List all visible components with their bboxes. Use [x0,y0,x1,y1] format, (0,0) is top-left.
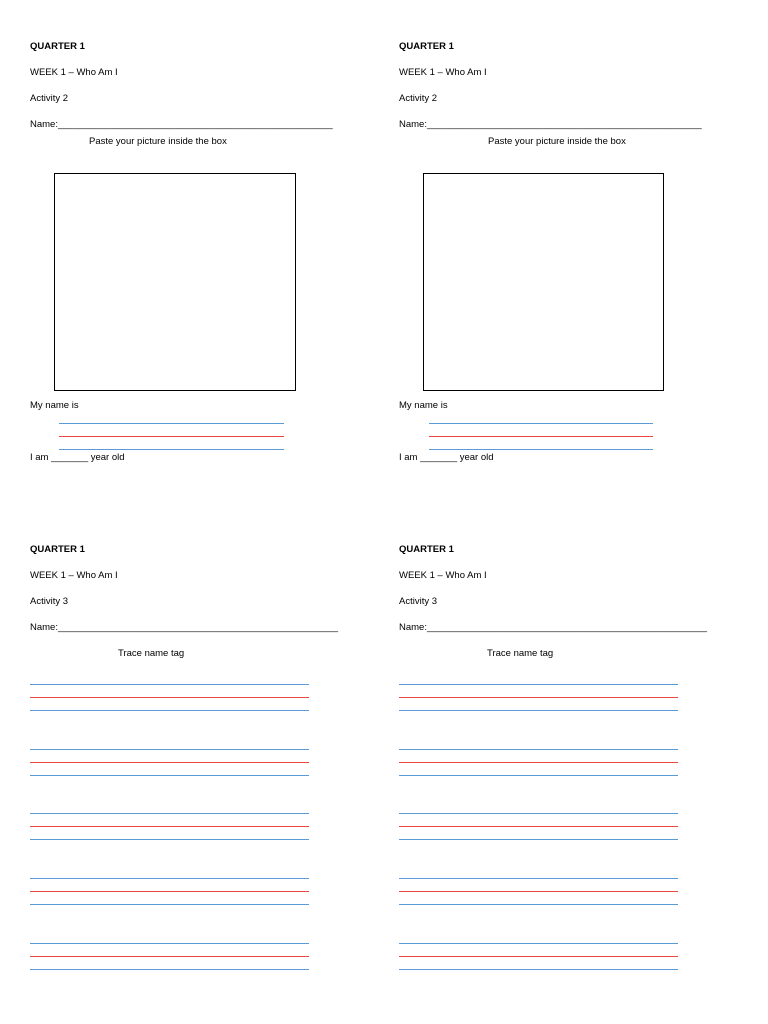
my-name-label: My name is [399,400,448,411]
tracing-base-line [30,839,309,840]
activity-label: Activity 2 [399,93,438,104]
picture-box [423,173,664,391]
my-name-label: My name is [30,400,79,411]
tracing-base-line [30,969,309,970]
tracing-base-line [30,710,309,711]
quarter-heading: QUARTER 1 [30,41,85,52]
handwriting-mid-line [429,436,653,437]
age-line: I am _______ year old [399,452,494,463]
name-field-line: Name:_____________________________________________________ [30,622,339,633]
tracing-mid-line [399,762,678,763]
tracing-top-line [30,684,309,685]
name-field-line: Name:____________________________________________________ [30,119,333,130]
tracing-top-line [399,749,678,750]
handwriting-base-line [429,449,653,450]
tracing-base-line [399,775,678,776]
handwriting-top-line [429,423,653,424]
picture-box [54,173,296,391]
activity-label: Activity 3 [30,596,69,607]
quarter-heading: QUARTER 1 [30,544,85,555]
name-field-line: Name:_____________________________________________________ [399,622,708,633]
name-field-line: Name:____________________________________________________ [399,119,702,130]
instruction-text: Trace name tag [118,648,185,659]
tracing-top-line [30,878,309,879]
handwriting-top-line [59,423,284,424]
quarter-heading: QUARTER 1 [399,41,454,52]
week-title: WEEK 1 – Who Am I [399,67,487,78]
tracing-mid-line [399,697,678,698]
tracing-mid-line [30,956,309,957]
tracing-top-line [30,943,309,944]
week-title: WEEK 1 – Who Am I [30,67,118,78]
tracing-mid-line [30,762,309,763]
week-title: WEEK 1 – Who Am I [30,570,118,581]
tracing-mid-line [30,826,309,827]
instruction-text: Trace name tag [487,648,554,659]
handwriting-base-line [59,449,284,450]
tracing-mid-line [399,891,678,892]
age-line: I am _______ year old [30,452,125,463]
quarter-heading: QUARTER 1 [399,544,454,555]
tracing-top-line [399,943,678,944]
tracing-base-line [30,775,309,776]
tracing-base-line [399,904,678,905]
tracing-mid-line [30,697,309,698]
handwriting-mid-line [59,436,284,437]
activity-label: Activity 2 [30,93,69,104]
tracing-top-line [30,749,309,750]
tracing-mid-line [30,891,309,892]
tracing-base-line [399,710,678,711]
tracing-base-line [399,839,678,840]
tracing-mid-line [399,956,678,957]
instruction-text: Paste your picture inside the box [488,136,626,147]
tracing-top-line [399,813,678,814]
tracing-top-line [30,813,309,814]
instruction-text: Paste your picture inside the box [89,136,227,147]
week-title: WEEK 1 – Who Am I [399,570,487,581]
tracing-top-line [399,878,678,879]
activity-label: Activity 3 [399,596,438,607]
tracing-base-line [30,904,309,905]
tracing-mid-line [399,826,678,827]
tracing-base-line [399,969,678,970]
tracing-top-line [399,684,678,685]
